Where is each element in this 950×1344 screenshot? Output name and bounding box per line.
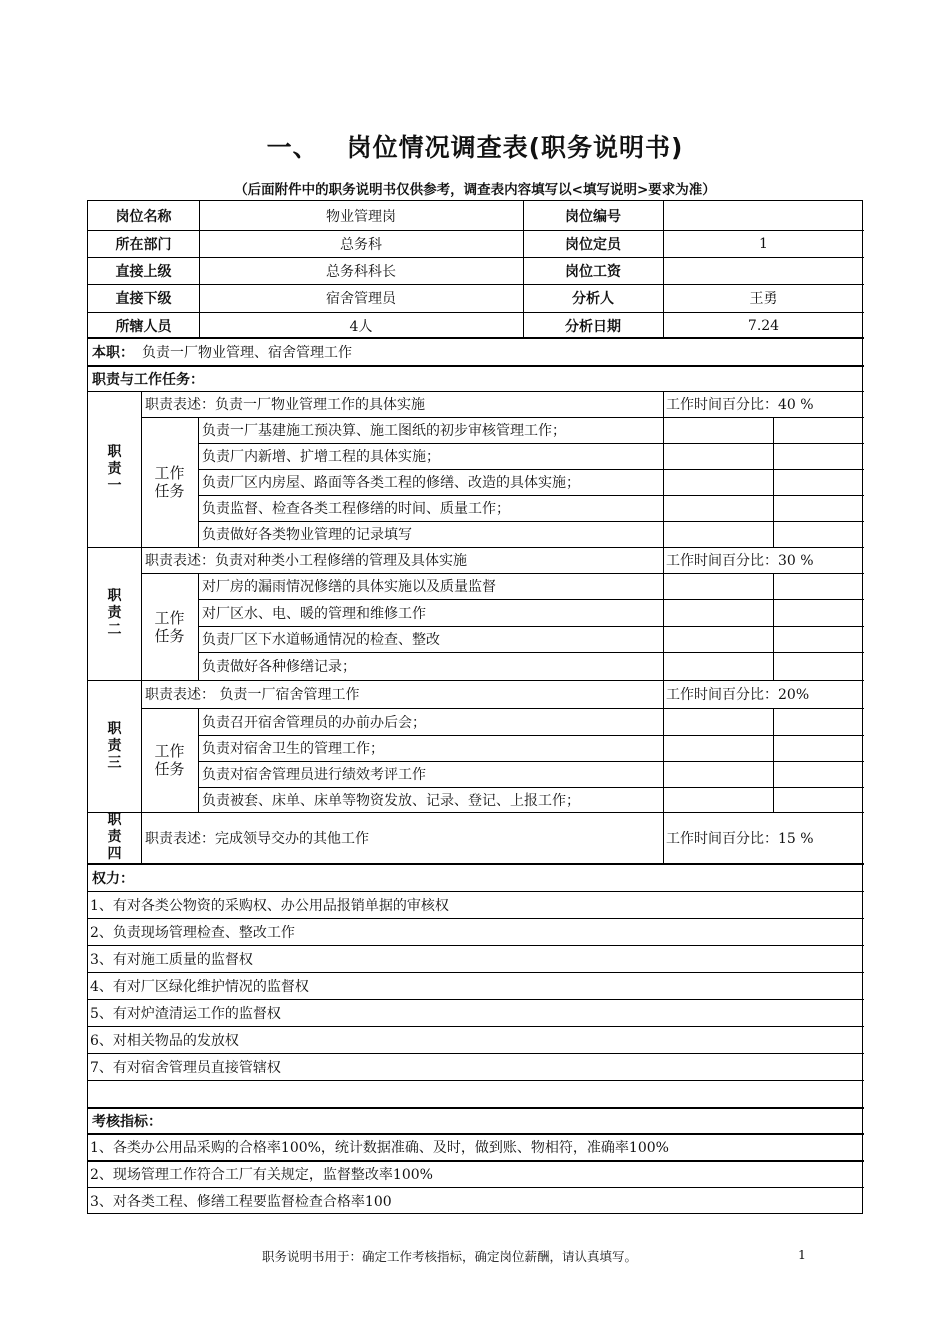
duty-task-item: 负责对宿舍卫生的管理工作； [202, 741, 384, 757]
duty-name-char: 二 [107, 622, 122, 638]
duty-task-item: 对厂区水、电、暖的管理和维修工作 [202, 605, 426, 622]
table-rule-h [198, 469, 864, 470]
duty-summary-text: 负责一厂物业管理、宿舍管理工作 [142, 345, 352, 361]
duty-1-desc: 职责表述：负责一厂物业管理工作的具体实施 [145, 397, 425, 413]
task-label [141, 708, 198, 812]
page-number: 1 [798, 1247, 806, 1262]
duty-summary-label: 本职： [92, 345, 134, 361]
duty-task-item: 负责做好各类物业管理的记录填写 [202, 527, 412, 543]
info-label: 直接上级 [115, 263, 172, 280]
duty-task-item: 负责厂内新增、扩增工程的具体实施； [202, 449, 440, 465]
task-label-line: 任务 [154, 760, 185, 778]
info-value: 4人 [349, 318, 373, 335]
task-label-line: 工作 [154, 608, 185, 627]
duty-3-time-percent: 工作时间百分比：20% [666, 687, 810, 703]
duty-task-item: 负责监督、检查各类工程修缮的时间、质量工作； [202, 501, 510, 517]
duty-name-char: 职 [107, 443, 122, 460]
table-rule-v [198, 417, 199, 547]
duty-task-item: 负责做好各种修缮记录； [202, 659, 356, 675]
duty-name-char: 责 [107, 605, 122, 621]
task-label-line: 任务 [154, 626, 185, 645]
table-rule-v [663, 201, 664, 337]
info-label: 直接下级 [115, 291, 172, 307]
duty-name-char: 责 [107, 737, 122, 754]
power-item: 4、有对厂区绿化维护情况的监督权 [90, 978, 309, 995]
info-value: 总务科 [340, 236, 382, 253]
kpi-item: 3、对各类工程、修缮工程要监督检查合格率100 [90, 1193, 392, 1210]
duty-name-char: 三 [107, 754, 122, 771]
info-value: 1 [759, 235, 768, 252]
info-label: 分析日期 [565, 318, 621, 335]
info-value: 王勇 [749, 291, 778, 307]
table-rule-v [198, 708, 199, 812]
table-rule-v [523, 201, 524, 337]
duty-task-item: 负责厂区下水道畅通情况的检查、整改 [202, 632, 440, 648]
duty-4-desc: 职责表述：完成领导交办的其他工作 [145, 830, 369, 847]
duty-name-char: 职 [107, 720, 122, 737]
duty-task-item: 负责召开宿舍管理员的办前办后会； [202, 714, 426, 731]
duty-2-name [88, 547, 141, 680]
kpi-item: 1、各类办公用品采购的合格率100%，统计数据准确、及时，做到账、物相符，准确率100% [90, 1139, 669, 1156]
duty-task-item: 负责一厂基建施工预决算、施工图纸的初步审核管理工作； [202, 423, 566, 439]
job-survey-table [87, 200, 863, 1214]
info-value: 7.24 [747, 317, 780, 334]
duty-name-char: 责 [107, 829, 122, 845]
duty-2-time-percent: 工作时间百分比：30 % [666, 553, 814, 569]
info-value: 总务科科长 [326, 263, 396, 280]
power-header: 权力： [92, 871, 134, 887]
duty-4-name [88, 812, 141, 863]
table-rule-v [141, 812, 142, 863]
info-label: 岗位名称 [115, 208, 172, 225]
duty-name-char: 四 [107, 846, 122, 862]
duty-3-name [88, 680, 141, 812]
table-rule-h [198, 626, 864, 627]
info-value: 物业管理岗 [326, 208, 396, 225]
duty-name-char: 责 [107, 460, 122, 477]
info-label: 岗位工资 [565, 263, 621, 280]
duty-task-item: 负责被套、床单、床单等物资发放、记录、登记、上报工作； [202, 792, 580, 809]
kpi-item: 2、现场管理工作符合工厂有关规定，监督整改率100% [90, 1166, 433, 1183]
table-rule-v [663, 680, 664, 812]
page-title: 一、 岗位情况调查表(职务说明书) [266, 133, 684, 162]
page-subtitle: （后面附件中的职务说明书仅供参考，调查表内容填写以<填写说明>要求为准） [234, 182, 716, 198]
duty-4-time-percent: 工作时间百分比：15 % [666, 830, 814, 847]
info-label: 岗位编号 [565, 208, 621, 225]
table-rule-v [663, 812, 664, 863]
power-item: 3、有对施工质量的监督权 [90, 951, 253, 968]
task-label [141, 573, 198, 680]
info-value: 宿舍管理员 [326, 291, 396, 307]
duty-task-item: 负责厂区内房屋、路面等各类工程的修缮、改造的具体实施； [202, 475, 580, 491]
duty-3-desc: 职责表述： 负责一厂宿舍管理工作 [145, 687, 360, 703]
task-label-line: 工作 [154, 464, 185, 482]
info-label: 岗位定员 [565, 236, 621, 253]
duty-name-char: 职 [107, 588, 122, 604]
duty-summary [92, 339, 852, 365]
table-rule-v [663, 547, 664, 680]
table-rule-h [198, 735, 864, 736]
info-label: 所在部门 [115, 236, 172, 253]
task-label-line: 工作 [154, 742, 185, 760]
table-rule-h [198, 521, 864, 522]
kpi-header: 考核指标： [92, 1114, 162, 1130]
table-rule-v [199, 201, 200, 337]
table-rule-v [773, 708, 774, 812]
power-item: 7、有对宿舍管理员直接管辖权 [90, 1059, 281, 1076]
info-value [663, 201, 864, 230]
footer-note: 职务说明书用于：确定工作考核指标，确定岗位薪酬，请认真填写。 [262, 1249, 638, 1264]
power-item: 2、负责现场管理检查、整改工作 [90, 924, 295, 941]
duty-2-desc: 职责表述：负责对种类小工程修缮的管理及具体实施 [145, 553, 467, 569]
table-rule-h [198, 495, 864, 496]
task-label-line: 任务 [154, 482, 185, 500]
task-label [141, 417, 198, 547]
duty-task-item: 对厂房的漏雨情况修缮的具体实施以及质量监督 [202, 579, 496, 595]
info-value [663, 257, 864, 284]
table-rule-h [198, 599, 864, 600]
power-item: 1、有对各类公物资的采购权、办公用品报销单据的审核权 [90, 897, 449, 914]
table-rule-h [88, 1080, 864, 1081]
duty-1-time-percent: 工作时间百分比：40 % [666, 397, 814, 413]
table-rule-h [198, 787, 864, 788]
table-rule-h [198, 443, 864, 444]
table-rule-v [773, 417, 774, 547]
info-label: 所辖人员 [115, 318, 172, 335]
duty-task-item: 负责对宿舍管理员进行绩效考评工作 [202, 767, 426, 783]
duty-name-char: 职 [107, 812, 122, 828]
table-rule-h [198, 761, 864, 762]
duty-1-name [88, 391, 141, 547]
info-label: 分析人 [572, 291, 614, 307]
duty-name-char: 一 [107, 477, 122, 494]
table-rule-h [198, 652, 864, 653]
duties-header: 职责与工作任务： [92, 372, 204, 388]
power-item: 5、有对炉渣清运工作的监督权 [90, 1005, 281, 1022]
power-item: 6、对相关物品的发放权 [90, 1032, 239, 1049]
